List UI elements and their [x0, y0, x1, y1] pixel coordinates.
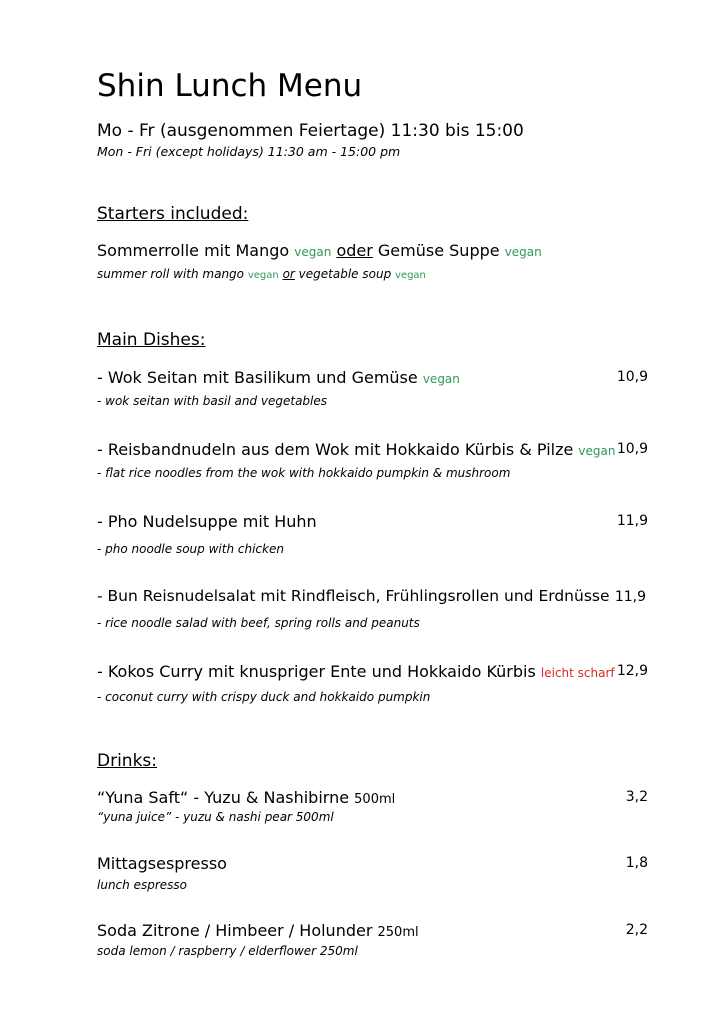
vegan-tag: vegan	[422, 372, 460, 386]
starter-summer-roll: Sommerrolle mit Mango	[97, 241, 290, 260]
dish-name: - Bun Reisnudelsalat mit Rindfleisch, Frühlingsrollen und Erdnüsse	[97, 587, 610, 605]
drink-name: Mittagsespresso	[97, 854, 227, 873]
starter-conjunction-en: or	[282, 267, 295, 281]
drink-item-name	[97, 787, 395, 810]
drink-item-translation: “yuna juice” - yuzu & nashi pear 500ml	[97, 810, 334, 824]
drink-item-price: 2,2	[625, 922, 648, 938]
menu-item-price: 12,9	[616, 663, 648, 679]
starter-vegetable-soup-en: vegetable soup	[298, 267, 392, 281]
vegan-tag: vegan	[294, 245, 332, 259]
starter-conjunction: oder	[336, 241, 373, 260]
drink-size: 250ml	[377, 925, 419, 940]
menu-item-translation: - coconut curry with crispy duck and hokkaido pumpkin	[97, 690, 431, 704]
drink-item-name	[97, 853, 227, 874]
drink-item-price: 3,2	[625, 789, 648, 805]
dish-name: - Kokos Curry mit knuspriger Ente und Hokkaido Kürbis	[97, 662, 536, 681]
starters-line-en	[97, 266, 426, 284]
menu-item-price: 11,9	[616, 513, 648, 529]
dish-name: - Wok Seitan mit Basilikum und Gemüse	[97, 368, 418, 387]
starter-summer-roll-en: summer roll with mango	[97, 267, 245, 281]
drink-size: 500ml	[354, 792, 396, 807]
drinks-heading: Drinks:	[97, 751, 158, 771]
starter-vegetable-soup: Gemüse Suppe	[377, 241, 500, 260]
vegan-tag: vegan	[578, 444, 616, 458]
dish-name: - Pho Nudelsuppe mit Huhn	[97, 512, 317, 531]
starters-heading: Starters included:	[97, 204, 249, 224]
vegan-tag: vegan	[247, 270, 279, 281]
vegan-tag: vegan	[504, 245, 542, 259]
menu-item-price: 11,9	[614, 589, 646, 605]
drink-item-price: 1,8	[625, 855, 648, 871]
menu-item-translation: - flat rice noodles from the wok with hokkaido pumpkin & mushroom	[97, 466, 511, 480]
dish-name: - Reisbandnudeln aus dem Wok mit Hokkaido Kürbis & Pilze	[97, 440, 574, 459]
menu-item-translation: - rice noodle salad with beef, spring rolls and peanuts	[97, 616, 420, 630]
drink-item-translation: lunch espresso	[97, 878, 187, 892]
drink-item-name	[97, 920, 419, 943]
spicy-tag: leicht scharf	[540, 666, 615, 680]
menu-item-name	[97, 511, 317, 532]
starters-line-de	[97, 240, 542, 263]
menu-item-translation: - wok seitan with basil and vegetables	[97, 394, 328, 408]
opening-hours-de: Mo - Fr (ausgenommen Feiertage) 11:30 bis 15:00	[97, 121, 524, 141]
page-title: Shin Lunch Menu	[97, 68, 363, 104]
menu-item-name	[97, 586, 610, 607]
main-dishes-heading: Main Dishes:	[97, 330, 206, 350]
opening-hours-en: Mon - Fri (except holidays) 11:30 am - 15:00 pm	[97, 144, 401, 159]
menu-item-translation: - pho noodle soup with chicken	[97, 542, 284, 556]
vegan-tag: vegan	[395, 270, 426, 281]
drink-item-translation: soda lemon / raspberry / elderflower 250ml	[97, 944, 358, 958]
drink-name: “Yuna Saft“ - Yuzu & Nashibirne	[97, 788, 350, 807]
menu-item-name	[97, 661, 615, 684]
menu-item-price: 10,9	[616, 441, 648, 457]
drink-name: Soda Zitrone / Himbeer / Holunder	[97, 921, 373, 940]
menu-item-name	[97, 367, 460, 390]
menu-item-name	[97, 439, 615, 462]
menu-item-price: 10,9	[616, 369, 648, 385]
